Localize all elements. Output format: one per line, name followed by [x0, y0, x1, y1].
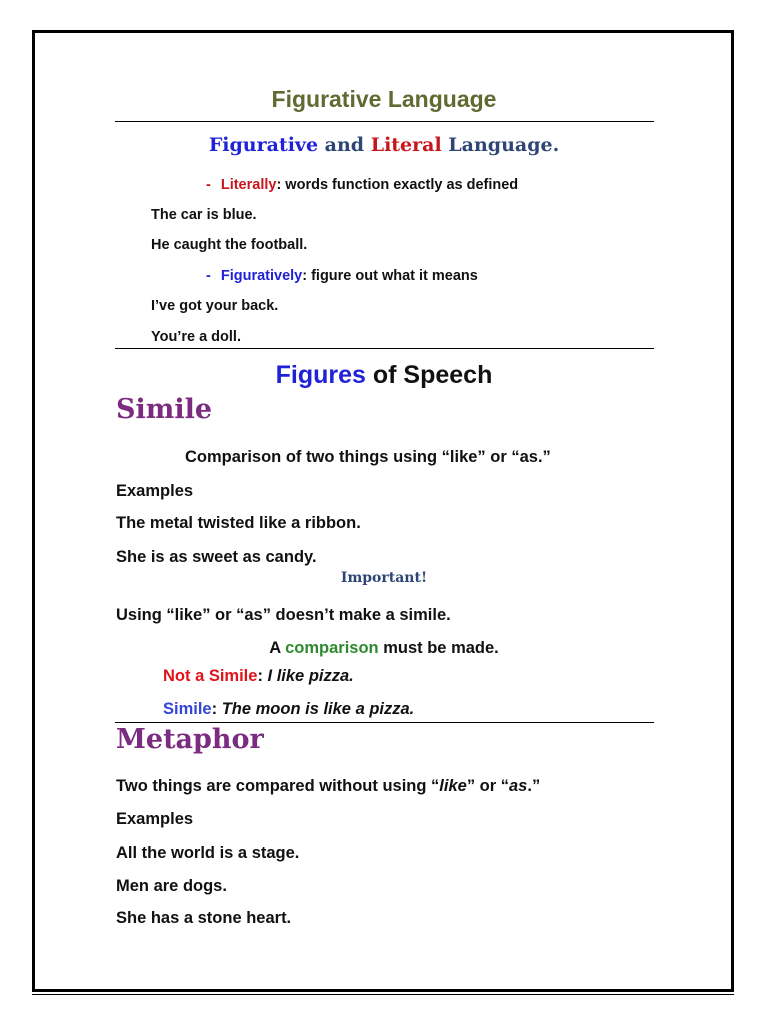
metaphor-definition — [116, 777, 540, 796]
intro-divider — [115, 348, 654, 349]
simile-example-2: She is as sweet as candy. — [116, 548, 317, 566]
figures-of-speech-title — [0, 361, 768, 390]
simile-example-1: The metal twisted like a ribbon. — [116, 514, 361, 532]
subheading-figurative: Figurative — [208, 134, 319, 156]
title-divider — [115, 121, 654, 122]
not-a-simile-colon: : — [257, 667, 268, 685]
metaphor-example-2: Men are dogs. — [116, 877, 227, 895]
metaphor-def-part1: Two things are compared without using “ — [116, 777, 440, 795]
literal-example-2: He caught the football. — [151, 237, 308, 253]
literal-definition — [206, 177, 518, 193]
simile-definition: Comparison of two things using “like” or “as.” — [185, 448, 551, 466]
metaphor-def-part3: .” — [527, 777, 541, 795]
literal-term: Literally — [220, 177, 277, 193]
of-speech-text: of Speech — [365, 361, 493, 389]
simile-pizza-text: The moon is like a pizza. — [221, 700, 415, 718]
simile-examples-label: Examples — [116, 482, 194, 500]
literal-definition-text: : words function exactly as defined — [276, 177, 519, 193]
simile-heading: Simile — [116, 394, 213, 425]
figurative-definition — [206, 268, 478, 284]
simile-example-pizza — [163, 700, 414, 719]
comparison-rest: must be made. — [378, 639, 499, 657]
metaphor-heading: Metaphor — [116, 724, 264, 755]
subheading-and: and — [318, 134, 371, 156]
page-title: Figurative Language — [271, 86, 497, 112]
simile-colon: : — [211, 700, 222, 718]
not-a-simile-label: Not a Simile — [163, 667, 258, 685]
metaphor-examples-label: Examples — [116, 810, 194, 828]
figures-word: Figures — [275, 361, 366, 389]
not-a-simile-text: I like pizza. — [267, 667, 354, 685]
metaphor-def-part2: ” or “ — [466, 777, 509, 795]
comparison-word: comparison — [285, 639, 379, 657]
simile-note: Using “like” or “as” doesn’t make a simile. — [116, 606, 451, 624]
figurative-term: Figuratively — [220, 268, 303, 284]
comparison-a: A — [269, 639, 286, 657]
page-border-bottom-line — [32, 994, 734, 995]
metaphor-example-1: All the world is a stage. — [116, 844, 300, 862]
literal-dash: - — [206, 177, 211, 193]
figurative-example-2: You’re a doll. — [151, 329, 241, 345]
subheading — [0, 134, 768, 156]
not-a-simile-example — [163, 667, 354, 686]
metaphor-def-like: like — [439, 777, 467, 795]
simile-label: Simile — [163, 700, 212, 718]
comparison-note — [0, 639, 768, 658]
metaphor-example-3: She has a stone heart. — [116, 909, 292, 927]
literal-example-1: The car is blue. — [151, 207, 257, 223]
figurative-example-1: I’ve got your back. — [151, 298, 279, 314]
figurative-dash: - — [206, 268, 211, 284]
subheading-literal: Literal — [370, 134, 442, 156]
metaphor-def-as: as — [509, 777, 528, 795]
simile-divider — [115, 722, 654, 723]
subheading-rest: Language. — [441, 134, 560, 156]
important-note: Important! — [340, 570, 428, 586]
figurative-definition-text: : figure out what it means — [302, 268, 478, 284]
